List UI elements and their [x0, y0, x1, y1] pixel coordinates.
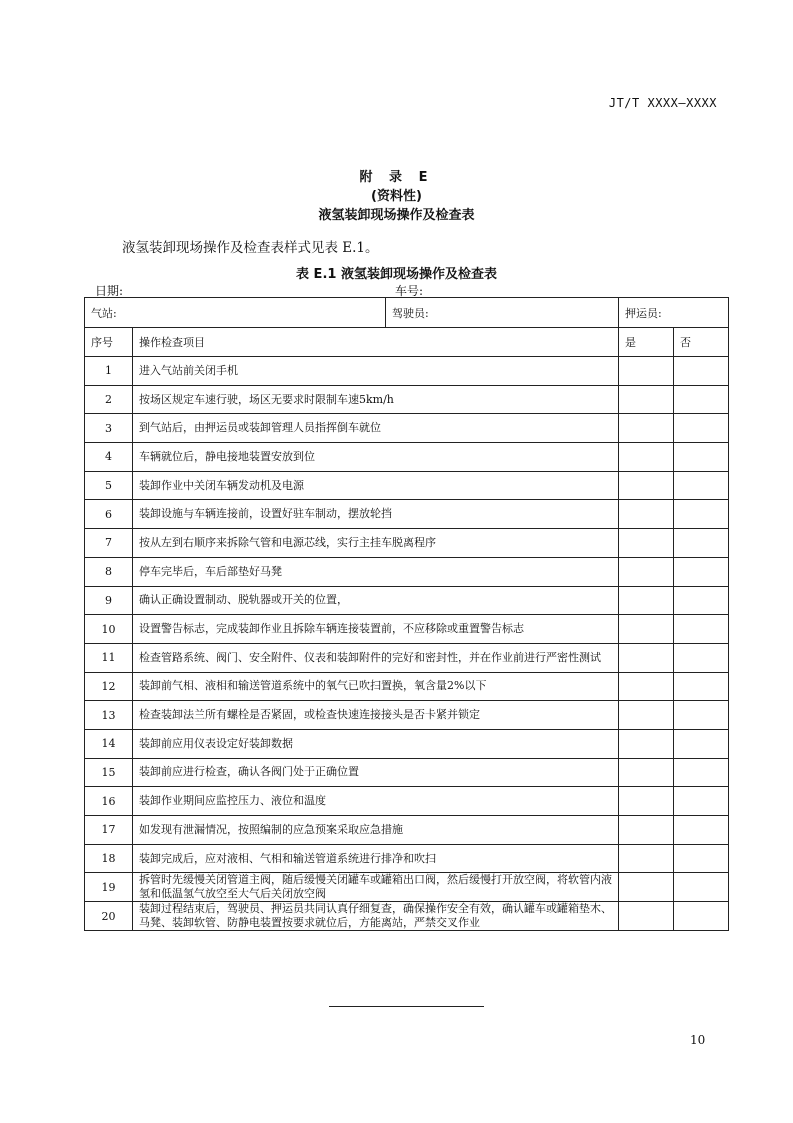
- table-row: [85, 443, 729, 472]
- column-header-no-check: 否: [674, 328, 729, 357]
- row-number: 15: [85, 758, 133, 787]
- row-item: 装卸作业期间应监控压力、液位和温度: [133, 787, 619, 816]
- yes-checkbox-cell[interactable]: [619, 902, 674, 931]
- no-checkbox-cell[interactable]: [674, 758, 729, 787]
- no-checkbox-cell[interactable]: [674, 643, 729, 672]
- station-label: 气站:: [85, 298, 386, 327]
- no-checkbox-cell[interactable]: [674, 672, 729, 701]
- row-number: 4: [85, 443, 133, 472]
- yes-checkbox-cell[interactable]: [619, 643, 674, 672]
- info-row: [85, 298, 729, 328]
- table-row: [85, 385, 729, 414]
- table-row: [85, 471, 729, 500]
- table-row: [85, 729, 729, 758]
- table-row: [85, 615, 729, 644]
- table-row: [85, 844, 729, 873]
- row-number: 16: [85, 787, 133, 816]
- row-item: 车辆就位后，静电接地装置安放到位: [133, 443, 619, 472]
- table-row: [85, 758, 729, 787]
- row-number: 13: [85, 701, 133, 730]
- yes-checkbox-cell[interactable]: [619, 586, 674, 615]
- column-header-item: 操作检查项目: [133, 328, 619, 357]
- row-number: 5: [85, 471, 133, 500]
- row-item: 装卸完成后，应对液相、气相和输送管道系统进行排净和吹扫: [133, 844, 619, 873]
- no-checkbox-cell[interactable]: [674, 500, 729, 529]
- intro-paragraph: 液氢装卸现场操作及检查表样式见表 E.1。: [122, 240, 379, 256]
- row-item: 按从左到右顺序来拆除气管和电源芯线，实行主挂车脱离程序: [133, 529, 619, 558]
- yes-checkbox-cell[interactable]: [619, 787, 674, 816]
- no-checkbox-cell[interactable]: [674, 902, 729, 931]
- driver-label: 驾驶员:: [392, 306, 429, 320]
- row-number: 20: [85, 902, 133, 931]
- row-item: 检查装卸法兰所有螺栓是否紧固，或检查快速连接接头是否卡紧并锁定: [133, 701, 619, 730]
- table-row: [85, 672, 729, 701]
- row-number: 11: [85, 643, 133, 672]
- row-number: 12: [85, 672, 133, 701]
- table-row: [85, 414, 729, 443]
- table-row: [85, 701, 729, 730]
- row-number: 19: [85, 873, 133, 902]
- no-checkbox-cell[interactable]: [674, 615, 729, 644]
- row-item: 停车完毕后，车后部垫好马凳: [133, 557, 619, 586]
- appendix-title: 附 录 E: [359, 170, 434, 185]
- yes-checkbox-cell[interactable]: [619, 816, 674, 845]
- yes-checkbox-cell[interactable]: [619, 414, 674, 443]
- row-item: 装卸前气相、液相和输送管道系统中的氧气已吹扫置换，氧含量2%以下: [133, 672, 619, 701]
- row-item: 装卸前应用仪表设定好装卸数据: [133, 729, 619, 758]
- yes-checkbox-cell[interactable]: [619, 844, 674, 873]
- yes-checkbox-cell[interactable]: [619, 873, 674, 902]
- footer-divider: [329, 1006, 484, 1007]
- column-header-no: 序号: [85, 328, 133, 357]
- no-checkbox-cell[interactable]: [674, 529, 729, 558]
- no-checkbox-cell[interactable]: [674, 787, 729, 816]
- no-checkbox-cell[interactable]: [674, 873, 729, 902]
- no-checkbox-cell[interactable]: [674, 586, 729, 615]
- table-row: [85, 787, 729, 816]
- escort-label: 押运员:: [619, 298, 729, 328]
- row-item: 装卸过程结束后，驾驶员、押运员共同认真仔细复查，确保操作安全有效，确认罐车或罐箱垫木、马凳、装卸软管、防静电装置按要求就位后，方能离站，严禁交叉作业: [133, 902, 619, 931]
- no-checkbox-cell[interactable]: [674, 357, 729, 386]
- no-checkbox-cell[interactable]: [674, 557, 729, 586]
- row-number: 14: [85, 729, 133, 758]
- row-item: 按场区规定车速行驶，场区无要求时限制车速5km/h: [133, 385, 619, 414]
- no-checkbox-cell[interactable]: [674, 443, 729, 472]
- row-item: 到气站后，由押运员或装卸管理人员指挥倒车就位: [133, 414, 619, 443]
- page-number: 10: [690, 1033, 706, 1047]
- table-row: [85, 643, 729, 672]
- yes-checkbox-cell[interactable]: [619, 729, 674, 758]
- no-checkbox-cell[interactable]: [674, 729, 729, 758]
- no-checkbox-cell[interactable]: [674, 816, 729, 845]
- row-item: 确认正确设置制动、脱轨器或开关的位置，: [133, 586, 619, 615]
- yes-checkbox-cell[interactable]: [619, 357, 674, 386]
- table-row: [85, 586, 729, 615]
- row-item: 装卸设施与车辆连接前，设置好驻车制动，摆放轮挡: [133, 500, 619, 529]
- standard-number: JT/T XXXX—XXXX: [608, 96, 717, 110]
- table-caption: 表 E.1 液氢装卸现场操作及检查表: [296, 267, 497, 282]
- yes-checkbox-cell[interactable]: [619, 529, 674, 558]
- yes-checkbox-cell[interactable]: [619, 471, 674, 500]
- row-item: 检查管路系统、阀门、安全附件、仪表和装卸附件的完好和密封性，并在作业前进行严密性测试: [133, 643, 619, 672]
- row-number: 9: [85, 586, 133, 615]
- car-number-label: 车号:: [395, 284, 424, 298]
- table-row: [85, 557, 729, 586]
- table-row: [85, 816, 729, 845]
- row-item: 拆管时先缓慢关闭管道主阀，随后缓慢关闭罐车或罐箱出口阀，然后缓慢打开放空阀，将软管内液氢和低温氢气放空至大气后关闭放空阀: [133, 873, 619, 902]
- row-number: 6: [85, 500, 133, 529]
- row-number: 17: [85, 816, 133, 845]
- appendix-name: 液氢装卸现场操作及检查表: [318, 208, 475, 223]
- column-header-yes: 是: [619, 328, 674, 357]
- no-checkbox-cell[interactable]: [674, 701, 729, 730]
- no-checkbox-cell[interactable]: [674, 844, 729, 873]
- yes-checkbox-cell[interactable]: [619, 758, 674, 787]
- no-checkbox-cell[interactable]: [674, 471, 729, 500]
- row-item: 装卸作业中关闭车辆发动机及电源: [133, 471, 619, 500]
- yes-checkbox-cell[interactable]: [619, 701, 674, 730]
- yes-checkbox-cell[interactable]: [619, 557, 674, 586]
- table-row: [85, 529, 729, 558]
- yes-checkbox-cell[interactable]: [619, 443, 674, 472]
- row-number: 3: [85, 414, 133, 443]
- row-number: 1: [85, 357, 133, 386]
- row-number: 10: [85, 615, 133, 644]
- yes-checkbox-cell[interactable]: [619, 672, 674, 701]
- yes-checkbox-cell[interactable]: [619, 615, 674, 644]
- table-row: [85, 873, 729, 902]
- header-row: [85, 328, 729, 357]
- table-row: [85, 902, 729, 931]
- yes-checkbox-cell[interactable]: [619, 385, 674, 414]
- yes-checkbox-cell[interactable]: [619, 500, 674, 529]
- appendix-type: (资料性): [371, 189, 422, 204]
- date-label: 日期:: [95, 284, 124, 298]
- row-item: 设置警告标志，完成装卸作业且拆除车辆连接装置前，不应移除或重置警告标志: [133, 615, 619, 644]
- row-item: 装卸前应进行检查，确认各阀门处于正确位置: [133, 758, 619, 787]
- row-item: 如发现有泄漏情况，按照编制的应急预案采取应急措施: [133, 816, 619, 845]
- no-checkbox-cell[interactable]: [674, 385, 729, 414]
- table-row: [85, 500, 729, 529]
- no-checkbox-cell[interactable]: [674, 414, 729, 443]
- row-number: 8: [85, 557, 133, 586]
- row-number: 2: [85, 385, 133, 414]
- row-item: 进入气站前关闭手机: [133, 357, 619, 386]
- checklist-table: [84, 297, 729, 931]
- table-row: [85, 357, 729, 386]
- row-number: 18: [85, 844, 133, 873]
- row-number: 7: [85, 529, 133, 558]
